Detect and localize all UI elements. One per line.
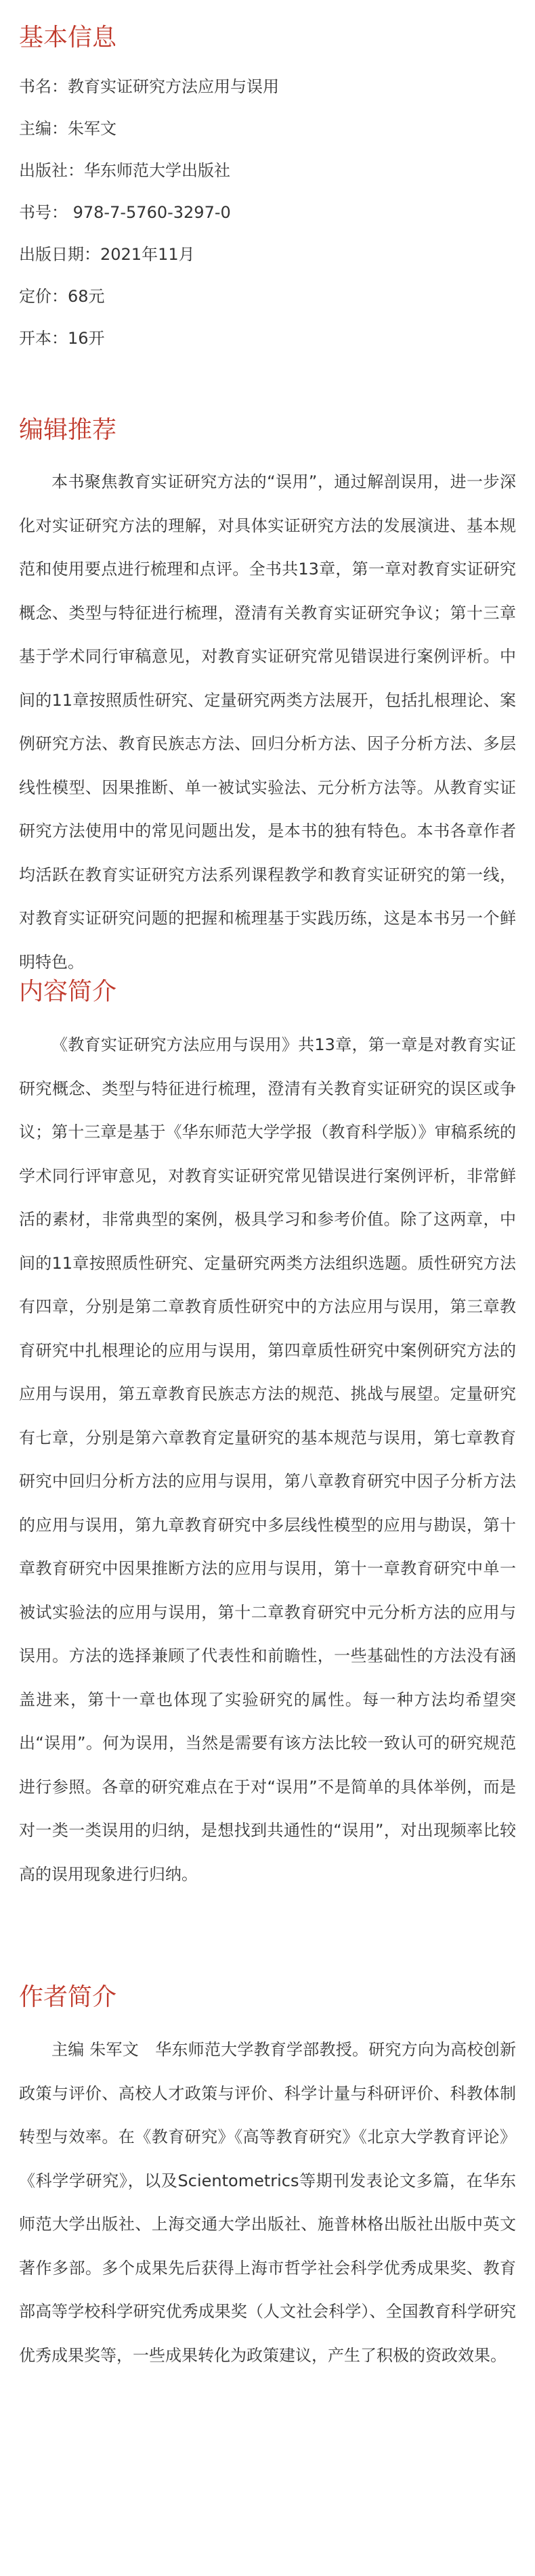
author-intro-text: 主编 朱军文 华东师范大学教育学部教授。研究方向为高校创新政策与评价、高校人才政策与评价、科学计量与科研评价、科教体制转型与效率。在《教育研究》《高等教育研究》《北京大学教育评论》《科学学研究》，以及Scientometrics等期刊发表论文多篇，在华东师范大学出版社、上海交通大学出版社、施普林格出版社出版中英文著作多部。多个成果先后获得上海市哲学社会科学优秀成果奖、教育部高等学校科学研究优秀成果奖（人文社会科学）、全国教育科学研究优秀成果奖等，一些成果转化为政策建议，产生了积极的资政效果。 — [19, 2040, 516, 2365]
basic-info-heading: 基本信息 — [19, 24, 117, 51]
editor-recommendation-text: 本书聚焦教育实证研究方法的“误用”，通过解剖误用，进一步深化对实证研究方法的理解，对具体实证研究方法的发展演进、基本规范和使用要点进行梳理和点评。全书共13章，第一章对教育实证研究概念、类型与特征进行梳理，澄清有关教育实证研究争议；第十三章基于学术同行审稿意见，对教育实证研究常见错误进行案例评析。中间的11章按照质性研究、定量研究两类方法展开，包括扎根理论、案例研究方法、教育民族志方法、回归分析方法、因子分析方法、多层线性模型、因果推断、单一被试实验法、元分析方法等。从教育实证研究方法使用中的常见问题出发，是本书的独有特色。本书各章作者均活跃在教育实证研究方法系列课程教学和教育实证研究的第一线，对教育实证研究问题的把握和梳理基于实践历练，这是本书另一个鲜明特色。 — [19, 472, 516, 972]
info-isbn: 书号： 978-7-5760-3297-0 — [19, 203, 231, 222]
info-editor: 主编：朱军文 — [19, 119, 116, 138]
editor-recommendation-heading: 编辑推荐 — [19, 416, 117, 444]
author-intro-heading: 作者简介 — [19, 1983, 117, 2011]
info-title: 书名：教育实证研究方法应用与误用 — [19, 77, 279, 96]
content-summary-text: 《教育实证研究方法应用与误用》共13章，第一章是对教育实证研究概念、类型与特征进行梳理，澄清有关教育实证研究的误区或争议；第十三章是基于《华东师范大学学报（教育科学版）》审稿系统的学术同行评审意见，对教育实证研究常见错误进行案例评析，非常鲜活的素材，非常典型的案例，极具学习和参考价值。除了这两章，中间的11章按照质性研究、定量研究两类方法组织选题。质性研究方法有四章，分别是第二章教育质性研究中的方法应用与误用，第三章教育研究中扎根理论的应用与误用，第四章质性研究中案例研究方法的应用与误用，第五章教育民族志方法的规范、挑战与展望。定量研究有七章，分别是第六章教育定量研究的基本规范与误用，第七章教育研究中回归分析方法的应用与误用，第八章教育研究中因子分析方法的应用与误用，第九章教育研究中多层线性模型的应用与勘误，第十章教育研究中因果推断方法的应用与误用，第十一章教育研究中单一被试实验法的应用与误用，第十二章教育研究中元分析方法的应用与误用。方法的选择兼顾了代表性和前瞻性，一些基础性的方法没有涵盖进来，第十一章也体现了实验研究的属性。每一种方法均希望突出“误用”。何为误用，当然是需要有该方法比较一致认可的研究规范进行参照。各章的研究难点在于对“误用”不是简单的具体举例，而是对一类一类误用的归纳，是想找到共通性的“误用”，对出现频率比较高的误用现象进行归纳。 — [19, 1035, 516, 1884]
content-summary-heading: 内容简介 — [19, 978, 117, 1005]
info-publisher: 出版社：华东师范大学出版社 — [19, 161, 230, 180]
info-format: 开本：16开 — [19, 329, 105, 348]
info-pub-date: 出版日期：2021年11月 — [19, 245, 195, 264]
info-price: 定价：68元 — [19, 287, 105, 306]
